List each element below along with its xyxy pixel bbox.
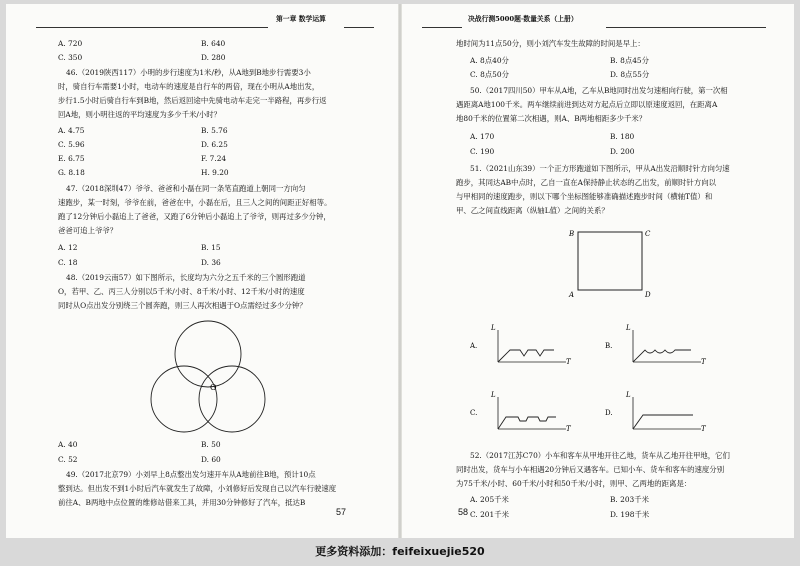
question-text: 步行1.5小时后骑自行车到B地，然后返回途中先骑电动车走完一半路程，再步行返 [58,96,327,105]
header-rule-right [606,27,766,28]
corner-b-label: B [569,230,575,238]
option-a: A. 12 [58,243,78,252]
graph-option-label: B. [605,342,613,350]
header-rule-left [36,27,268,28]
axis-l-label: L [626,391,631,399]
option-b: B. 15 [201,243,221,252]
option-d: D. 8点55分 [610,70,650,79]
question-51: 51.（2021山东39）一个正方形跑道如下图所示，甲从A出发沿顺时针方向匀速 [470,164,730,173]
option-b: B. 180 [610,132,635,141]
axis-l-label: L [491,324,496,332]
option-h: H. 9.20 [201,168,229,177]
option-a: A. 170 [470,132,495,141]
option-a: A. 720 [58,39,83,48]
question-text: 爸爸可追上爷爷？ [58,226,118,235]
chapter-header: 第一章 数学运算 [276,15,326,23]
graph-option-d [605,389,715,439]
graph-option-c [470,389,580,439]
option-c: C. 190 [470,147,495,156]
square-track [578,232,642,290]
option-d: D. 6.25 [201,140,228,149]
question-52: 52.（2017江苏C70）小车和客车从甲地开往乙地，货车从乙地开往甲地，它们 [470,451,730,460]
question-text: 遇距离A地100千米。两车继续前进到达对方起点后立即以原速度返回，在距离A [456,100,718,109]
question-48: 48.（2019云南57）如下图所示，长度均为六分之五千米的三个圆形跑道 [66,273,306,282]
option-c: C. 18 [58,258,78,267]
square-track-figure [560,224,660,304]
page-number-right: 58 [458,507,469,517]
right-page [400,4,794,538]
option-b: B. 203千米 [610,495,650,504]
question-text: O，若甲、乙、丙三人分别以5千米/小时、8千米/小时、12千米/小时的速度 [58,287,305,296]
option-d: D. 200 [610,147,635,156]
graph-option-label: D. [605,409,613,417]
option-b: B. 50 [201,440,221,449]
book-spread [6,4,794,538]
page-number-left: 57 [336,507,347,517]
graph-curve [498,417,556,429]
circle-right [199,366,265,432]
option-d: D. 198千米 [610,510,650,519]
point-o-label: O [210,383,217,392]
header-rule-left [422,27,462,28]
corner-a-label: A [569,291,575,299]
question-text: 地80千米的位置第二次相遇，则A、B两地相距多少千米？ [456,114,647,123]
axis-l-label: L [626,324,631,332]
axis-t-label: T [566,425,571,433]
graph-option-a [470,322,580,372]
graph-option-b [605,322,715,372]
axis-t-label: T [701,358,706,366]
circle-left [151,366,217,432]
question-text: 为75千米/小时、60千米/小时和50千米/小时，则甲、乙两地的距离是： [456,479,692,488]
graph-curve [633,415,693,429]
option-d: D. 280 [201,53,226,62]
graph-curve [498,350,554,362]
question-50: 50.（2017四川50）甲车从A地，乙车从B地同时出发匀速相向行驶，第一次相 [470,86,728,95]
header-rule-right [344,27,374,28]
option-f: F. 7.24 [201,154,227,163]
option-c: C. 5.96 [58,140,85,149]
option-c: C. 201千米 [470,510,509,519]
footer-contact-note: 更多资料添加：feifeixuejie520 [315,545,485,558]
question-text: 地时间为11点50分，则小刘汽车发生故障的时间是早上： [456,39,645,48]
graph-curve [633,350,691,362]
question-text: 前往A、B两地中点位置的维修站借来工具，并用30分钟修好了汽车，抵达B [58,498,306,507]
option-b: B. 640 [201,39,226,48]
graph-option-label: A. [470,342,478,350]
option-a: A. 4.75 [58,126,85,135]
question-text: 跑步，其同达AB中点时，乙自一直在A保持静止状态的乙出发，前顺时针方向以 [456,178,716,187]
graph-option-label: C. [470,409,478,417]
option-a: A. 205千米 [470,495,509,504]
left-page [6,4,400,538]
option-g: G. 8.18 [58,168,85,177]
question-text: 整到达。但出发不到1小时后汽车就发生了故障，小刘修好后发现自己以汽车行驶速度 [58,484,337,493]
question-text: 同时从O点出发分别绕三个圆奔跑，则三人再次相遇于O点需经过多少分钟？ [58,301,307,310]
corner-c-label: C [645,230,651,238]
book-header: 决战行测5000题·数量关系（上册） [468,15,578,23]
question-46: 46.（2019陕西117）小明的步行速度为1米/秒，从A地到B地步行需要3小 [66,68,311,77]
option-a: A. 40 [58,440,78,449]
circle-top [175,321,241,387]
option-c: C. 52 [58,455,78,464]
axis-l-label: L [491,391,496,399]
question-text: 甲、乙之间直线距离（纵轴L值）之间的关系？ [456,206,609,215]
option-a: A. 8点40分 [470,56,509,65]
question-text: 速跑步，某一时刻，爷爷在前，爸爸在中，小磊在后，且三人之间的间距正好相等。 [58,198,332,207]
option-d: D. 36 [201,258,221,267]
axis-t-label: T [701,425,706,433]
option-b: B. 8点45分 [610,56,650,65]
question-text: 回A地，则小明往返的平均速度为多少千米/小时？ [58,110,222,119]
question-text: 时，骑自行车需要1小时，电动车的速度是自行车的两倍，现在小明从A地出发， [58,82,320,91]
question-text: 同时出发，货车与小车相遇20分钟后又遇客车。已知小车、货车和客车的速度分别 [456,465,725,474]
axis-t-label: T [566,358,571,366]
question-text: 与甲相同的速度跑步，则以下哪个坐标图能够准确描述跑步时间（横轴T值）和 [456,192,713,201]
question-49: 49.（2017北京79）小刘早上8点整出发匀速开车从A地前往B地，预计10点 [66,470,316,479]
option-d: D. 60 [201,455,221,464]
three-circles-figure [146,314,286,444]
question-text: 跑了12分钟后小磊追上了爸爸，又跑了6分钟后小磊追上了爷爷，则再过多少分钟， [58,212,331,221]
option-c: C. 8点50分 [470,70,509,79]
question-47: 47.（2018深圳47）爷爷、爸爸和小磊在同一条笔直跑道上朝同一方向匀 [66,184,306,193]
option-b: B. 5.76 [201,126,228,135]
corner-d-label: D [645,291,651,299]
option-c: C. 350 [58,53,83,62]
option-e: E. 6.75 [58,154,85,163]
